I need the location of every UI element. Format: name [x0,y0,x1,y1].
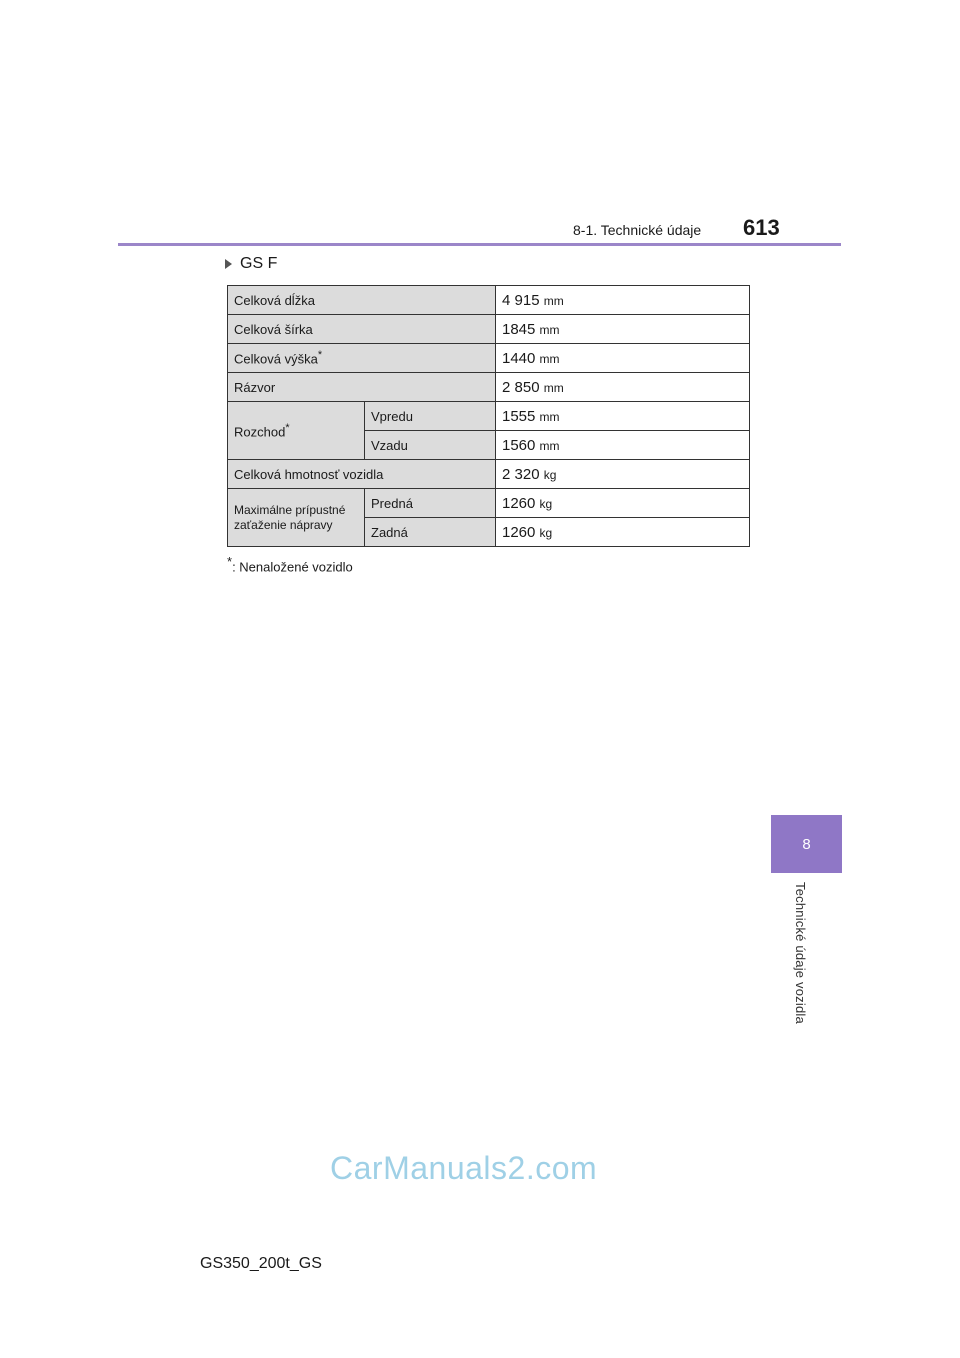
label-cell [228,489,365,547]
value-cell [496,518,750,547]
value-cell [496,373,750,402]
overall-height-value: 1440 [502,349,536,367]
axle-front-label: Predná [371,495,413,511]
overall-width-value: 1845 [502,320,536,338]
value-cell [496,460,750,489]
watermark: CarManuals2.com [330,1150,598,1186]
table-row [228,373,750,402]
wheelbase-value: 2 850 [502,378,540,396]
value-cell [496,286,750,315]
sublabel-cell [365,518,496,547]
sublabel-cell [365,431,496,460]
label-cell [228,373,496,402]
model-heading [225,255,277,273]
value-cell [496,315,750,344]
unit: kg [539,496,553,511]
header-section-title: 8-1. Technické údaje [573,222,702,238]
label-cell [228,315,496,344]
tread-label: Rozchod [234,424,286,440]
footnote-mark: * [317,349,323,362]
value-cell [496,489,750,518]
tread-front-value: 1555 [502,407,536,425]
chapter-tab[interactable] [771,815,842,873]
header-rule [118,243,841,246]
tread-rear-value: 1560 [502,436,536,454]
overall-width-label: Celková šírka [234,321,313,337]
table-row [228,344,750,373]
unit: mm [539,438,560,453]
overall-height-label: Celková výška [234,351,318,367]
footnote [227,554,353,574]
model-name: GS F [240,255,278,272]
unit: kg [543,467,557,482]
vehicle-weight-label: Celková hmotnosť vozidla [234,466,384,482]
document-code: GS350_200t_GS [200,1255,322,1272]
label-cell [228,286,496,315]
dimensions-table [227,285,750,547]
unit: kg [539,525,553,540]
table-row [228,315,750,344]
tread-rear-label: Vzadu [371,437,408,453]
overall-length-label: Celková dĺžka [234,292,315,308]
table-row [228,460,750,489]
table-row [228,402,750,431]
unit: mm [539,351,560,366]
value-cell [496,344,750,373]
unit: mm [539,409,560,424]
axle-load-label: Maximálne prípustné zaťaženie nápravy [234,502,346,532]
table-row [228,489,750,518]
label-cell [228,460,496,489]
overall-length-value: 4 915 [502,291,540,309]
unit: mm [543,293,564,308]
table-row [228,286,750,315]
sublabel-cell [365,402,496,431]
axle-rear-value: 1260 [502,523,536,541]
unit: mm [543,380,564,395]
unit: mm [539,322,560,337]
page-number: 613 [743,215,780,240]
label-cell [228,402,365,460]
wheelbase-label: Rázvor [234,379,276,395]
chapter-tab-number: 8 [802,835,811,853]
sublabel-cell [365,489,496,518]
value-cell [496,431,750,460]
value-cell [496,402,750,431]
footnote-mark: * [227,554,233,569]
axle-front-value: 1260 [502,494,536,512]
label-cell [228,344,496,373]
footnote-text: : Nenaložené vozidlo [232,559,353,575]
triangle-bullet-icon [225,259,232,269]
tread-front-label: Vpredu [371,408,413,424]
chapter-side-label: Technické údaje vozidla [793,882,808,1024]
axle-rear-label: Zadná [371,524,408,540]
footnote-mark: * [285,421,290,434]
vehicle-weight-value: 2 320 [502,465,540,483]
